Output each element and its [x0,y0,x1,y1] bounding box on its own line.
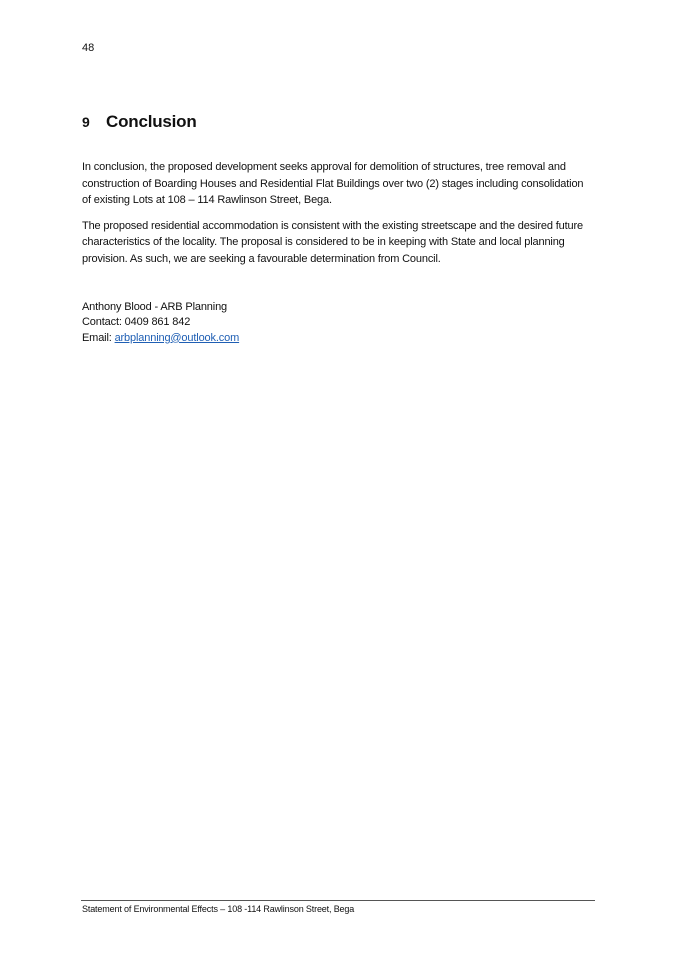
contact-email-line [82,331,239,346]
page-number: 48 [82,42,95,54]
paragraph-2: The proposed residential accommodation is consistent with the existing streetscape and the desired future characteristics of the locality. The proposal is considered to be in keeping with State and local planning provision. As such, we are seeking a favourable determination from Council. [82,219,583,265]
body-text [82,159,594,276]
footer-divider [81,900,595,901]
email-link[interactable]: arbplanning@outlook.com [114,331,240,344]
paragraph-1: In conclusion, the proposed development seeks approval for demolition of structures, tree removal and construction of Boarding Houses and Residential Flat Buildings over two (2) stages including consolidation of existing Lots at 108 – 114 Rawlinson Street, Bega. [82,161,584,206]
footer-text: Statement of Environmental Effects – 108 -114 Rawlinson Street, Bega [82,904,355,914]
section-heading [82,112,197,132]
contact-block [82,300,239,346]
email-label: Email: [82,331,115,344]
contact-name: Anthony Blood - ARB Planning [82,301,228,313]
contact-phone: Contact: 0409 861 842 [82,316,191,329]
section-number: 9 [82,114,90,130]
section-title: Conclusion [106,112,197,131]
